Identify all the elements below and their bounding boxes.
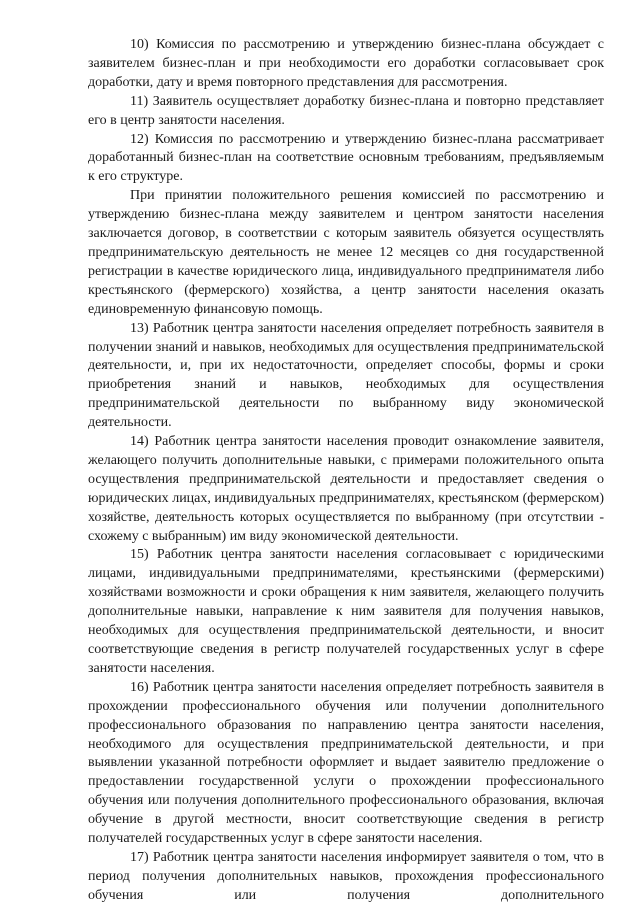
paragraph-item-14: 14) Работник центра занятости населения проводит ознакомление заявителя, желающего получить дополнительные навыки, с примерами положительного опыта осуществления предпринимательской деятельности и предоставляет сведения о юридических лицах, индивидуальных предпринимателях, крестьянском (фермерском) хозяйстве, деятельность которых осуществляется по выбранному (при отсутствии - схожему с выбранным) им виду экономической деятельности. [88,434,604,544]
paragraph-contract-clause: При принятии положительного решения комиссией по рассмотрению и утверждению бизнес-плана между заявителем и центром занятости населения заключается договор, в соответствии с которым заявитель обязуется осуществлять предпринимательскую деятельность не менее 12 месяцев со дня государственной регистрации в качестве юридического лица, индивидуального предпринимателя либо крестьянского (фермерского) хозяйства, а центр занятости населения оказать единовременную финансовую помощь. [88,188,604,317]
paragraph-item-10: 10) Комиссия по рассмотрению и утверждению бизнес-плана обсуждает с заявителем бизнес-план и при необходимости его доработки согласовывает срок доработки, дату и время повторного представления для рассмотрения. [88,37,604,90]
document-page [88,36,604,906]
paragraph-item-15: 15) Работник центра занятости населения согласовывает с юридическими лицами, индивидуальными предпринимателями, крестьянскими (фермерскими) хозяйствами возможности и сроки обращения к ним заявителя, желающего получить дополнительные навыки, направление к ним заявителя для получения навыков, необходимых для осуществления предпринимательской деятельности, и вносит соответствующие сведения в регистр получателей государственных услуг в сфере занятости населения. [88,547,604,676]
paragraph-item-12: 12) Комиссия по рассмотрению и утверждению бизнес-плана рассматривает доработанный бизнес-план на соответствие основным требованиям, предъявляемым к его структуре. [88,131,604,185]
paragraph-item-13: 13) Работник центра занятости населения определяет потребность заявителя в получении знаний и навыков, необходимых для осуществления предпринимательской деятельности, и, при их недостаточности, определяет способы, формы и сроки приобретения знаний и навыков, необходимых для осуществления предпринимательской деятельности по выбранному виду экономической деятельности. [88,320,604,431]
paragraph-item-17: 17) Работник центра занятости населения информирует заявителя о том, что в период получения дополнительных навыков, прохождения профессионального обучения или получения дополнительного [88,849,604,903]
paragraph-item-16: 16) Работник центра занятости населения определяет потребность заявителя в прохождении профессионального обучения или получении дополнительного профессионального образования по направлению центра занятости населения, необходимого для осуществления предпринимательской деятельности, и при выявлении указанной потребности оформляет и выдает заявителю предложение о предоставлении государственной услуги о прохождении профессионального обучения или получения дополнительного профессионального образования, включая обучение в другой местности, вносит соответствующие сведения в регистр получателей государственных услуг в сфере занятости населения. [88,679,604,847]
paragraph-item-11: 11) Заявитель осуществляет доработку бизнес-плана и повторно представляет его в центр занятости населения. [88,93,604,128]
